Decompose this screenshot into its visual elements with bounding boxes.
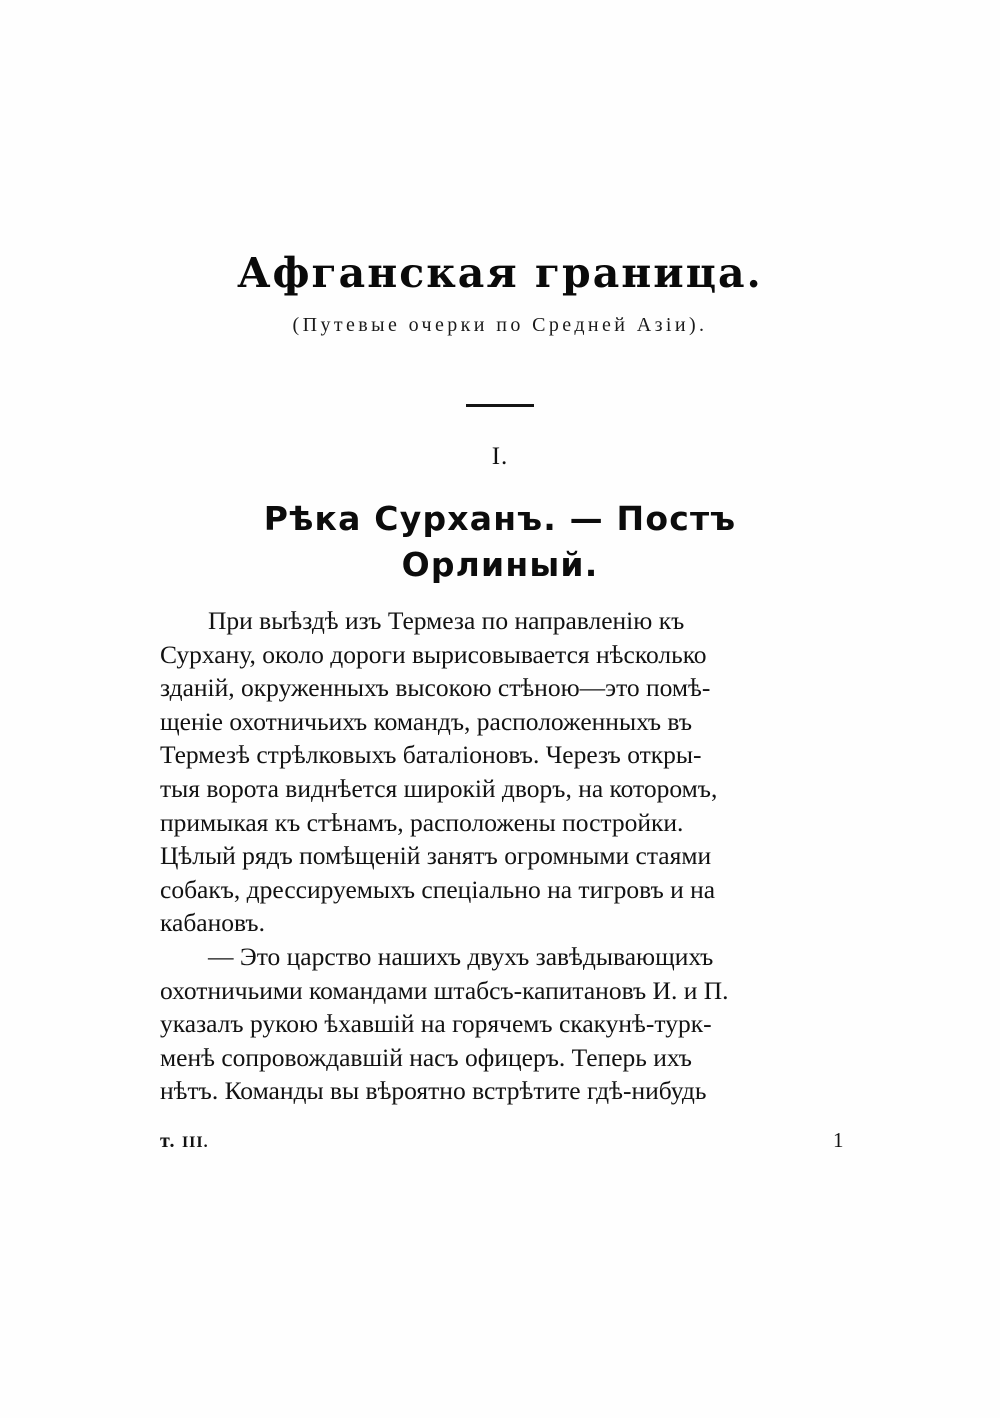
text-line: — Это царство нашихъ двухъ завѣдывающихъ [208,941,714,971]
page-number: 1 [833,1128,844,1152]
signature-mark [160,1130,209,1153]
text-line: кабановъ. [160,908,265,938]
signature-volume: III. [181,1134,209,1151]
body-text [160,604,886,1108]
chapter-title [150,496,850,588]
paragraph [160,940,886,1108]
text-line: нѣтъ. Команды вы вѣроятно встрѣтите гдѣ-нибудь [160,1076,707,1106]
page-title: Афганская граница. [237,249,763,297]
chapter-title-line-2: Орлиный. [401,544,599,584]
text-line: щеніе охотничьихъ командъ, расположенныхъ въ [160,706,693,736]
text-line: собакъ, дрессируемыхъ спеціально на тигровъ и на [160,874,716,904]
paragraph [160,604,886,940]
text-line: охотничьими командами штабсъ-капитановъ И. и П. [160,975,729,1005]
horizontal-rule [466,404,534,407]
text-line: Цѣлый рядъ помѣщеній занятъ огромными стаями [160,841,712,871]
chapter-title-line-1: Рѣка Сурханъ. — Постъ [263,499,737,538]
text-line: указалъ рукою ѣхавшій на горячемъ скакунѣ-турк- [160,1009,712,1039]
text-line: При выѣздѣ изъ Термеза по направленію къ [208,606,685,635]
text-line: Термезѣ стрѣлковыхъ баталіоновъ. Черезъ откры- [160,740,702,770]
page-footer [160,1128,886,1153]
text-line: зданій, окруженныхъ высокою стѣною—это помѣ- [160,673,711,703]
chapter-number: I. [491,443,509,470]
text-line: тыя ворота виднѣется широкій дворъ, на которомъ, [160,773,718,803]
divider [0,396,1000,414]
text-line: примыкая къ стѣнамъ, расположены постройки. [160,807,684,837]
page-subtitle: (Путевые очерки по Средней Азіи). [292,314,708,337]
text-line: Сурхану, около дороги вырисовывается нѣсколько [160,639,707,669]
title-block [0,249,1000,337]
signature-prefix: т. [160,1130,176,1152]
text-line: менѣ сопровождавшій насъ офицеръ. Теперь ихъ [160,1042,692,1072]
